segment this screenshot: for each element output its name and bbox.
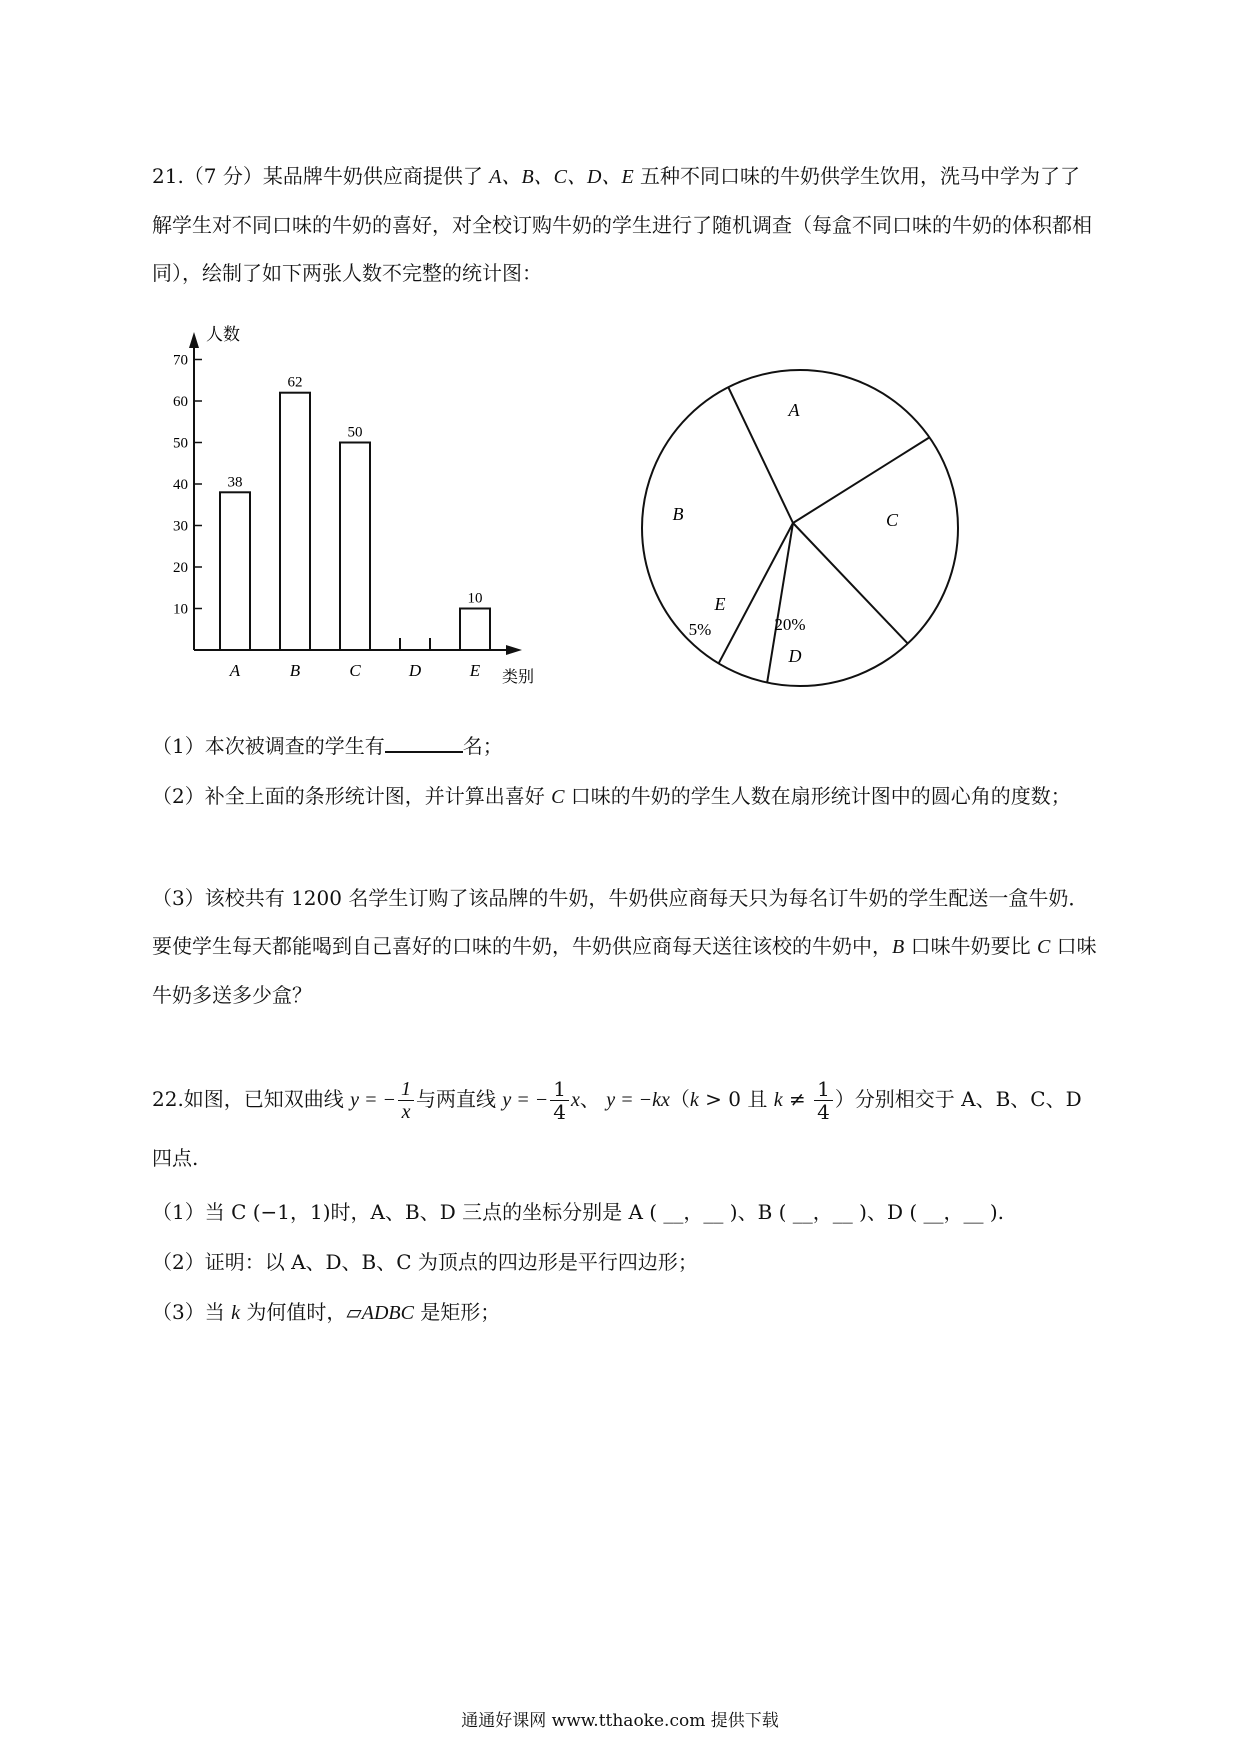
pie-label-A: A xyxy=(788,400,800,420)
q21-sub3: （3）该校共有 1200 名学生订购了该品牌的牛奶，牛奶供应商每天只为每名订牛奶的学生配送一盒牛奶．要使学生每天都能喝到自己喜好的口味的牛奶，牛奶供应商每天送往该校的牛奶中，B 口味牛奶要比 C 口味牛奶多送多少盒？ xyxy=(152,886,1097,1007)
pie-label-D: D xyxy=(788,646,802,666)
flavor-list: A、B、C、D、E xyxy=(489,166,634,188)
q22-sub2: （2）证明：以 A、D、B、C 为顶点的四边形是平行四边形； xyxy=(152,1250,698,1274)
x-tick-label: E xyxy=(469,661,481,680)
q22-sub1: （1）当 C (−1，1)时，A、B、D 三点的坐标分别是 A ( __，__ )、B ( __，__ )、D ( __，__ ). xyxy=(152,1200,1005,1224)
q22-sub3: （3）当 k 为何值时，▱ADBC 是矩形； xyxy=(152,1300,501,1324)
bar-B xyxy=(280,393,310,650)
y-tick-label: 50 xyxy=(173,435,188,452)
fraction-1-over-4-cond: $\frac{1}{4}$ xyxy=(814,1078,833,1123)
bar-C xyxy=(340,443,370,651)
q21-intro: 21.（7 分）某品牌牛奶供应商提供了 A、B、C、D、E 五种不同口味的牛奶供学生饮用，洗马中学为了了解学生对不同口味的牛奶的喜好，对全校订购牛奶的学生进行了随机调查（每盒不同口味的牛奶的体积都相同），绘制了如下两张人数不完整的统计图： xyxy=(152,164,1092,285)
y-tick-label: 70 xyxy=(173,352,188,369)
pie-chart xyxy=(630,358,970,698)
bar-data-label: 50 xyxy=(347,424,363,441)
y-axis-title: 人数 xyxy=(206,325,240,344)
q21-sub2: （2）补全上面的条形统计图，并计算出喜好 C 口味的牛奶的学生人数在扇形统计图中的圆心角的度数； xyxy=(152,784,1071,808)
q21-sub1: （1）本次被调查的学生有 名； xyxy=(152,734,503,758)
bar-A xyxy=(220,492,250,650)
pie-label-E: E xyxy=(714,594,726,614)
y-tick-label: 20 xyxy=(173,560,188,576)
footer: 通通好课网 www.tthaoke.com 提供下载 xyxy=(461,1711,779,1731)
x-tick-label: C xyxy=(349,661,361,680)
bar-chart xyxy=(170,320,550,700)
bar-data-label: 38 xyxy=(227,474,243,491)
pie-percent-D: 20% xyxy=(774,615,806,634)
bar-E xyxy=(460,609,490,651)
x-tick-label: B xyxy=(289,661,301,680)
y-axis-arrow xyxy=(189,332,199,348)
bar-data-label: 62 xyxy=(287,374,303,391)
q22-intro: 22.如图，已知双曲线 y = − $\frac{1}{x}$ 与两直线 y = − $\frac{1}{4}$ x、 y = −kx（k > 0 且 k ≠ $\frac{1}{4}$ ）分别相交于 A、B、C、D 四点. xyxy=(152,1077,1082,1170)
answer-blank[interactable] xyxy=(385,733,463,753)
pie-label-C: C xyxy=(885,510,899,530)
y-tick-label: 60 xyxy=(173,394,188,410)
fraction-1-over-x: $\frac{1}{x}$ xyxy=(398,1078,414,1123)
pie-label-B: B xyxy=(672,504,684,524)
x-tick-label: D xyxy=(408,661,422,680)
x-axis-arrow xyxy=(506,645,522,655)
fraction-1-over-4: $\frac{1}{4}$ xyxy=(550,1078,569,1123)
y-tick-label: 40 xyxy=(173,477,188,493)
y-tick-label: 30 xyxy=(173,518,188,535)
bar-data-label: 10 xyxy=(467,590,483,607)
pie-percent-E: 5% xyxy=(688,620,712,639)
x-axis-title: 类别 xyxy=(502,669,535,686)
y-tick-label: 10 xyxy=(173,601,188,618)
x-tick-label: A xyxy=(229,661,241,680)
